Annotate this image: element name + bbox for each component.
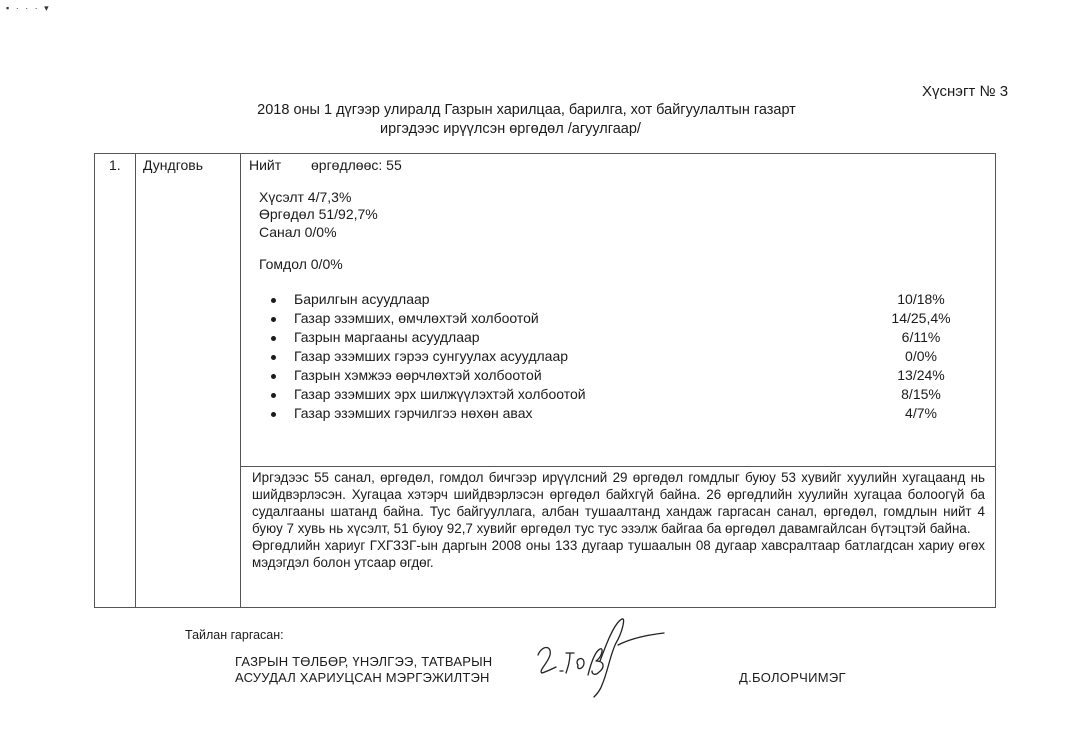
stat-petition: Өргөдөл 51/92,7% [259, 206, 378, 222]
stat-request: Хүсэлт 4/7,3% [259, 189, 352, 205]
bullet-icon [271, 298, 276, 303]
category-value: 0/0% [905, 348, 937, 364]
signer-name: Д.БОЛОРЧИМЭГ [739, 670, 846, 685]
category-label: Барилгын асуудлаар [294, 291, 430, 307]
stat-proposal: Санал 0/0% [259, 224, 337, 240]
title-line-1: 2018 оны 1 дүгээр улиралд Газрын харилцаа, барилга, хот байгуулалтын газарт [257, 102, 796, 118]
category-label: Газар эзэмших, өмчлөхтэй холбоотой [294, 310, 539, 326]
bullet-icon [271, 336, 276, 341]
position-title [235, 654, 492, 686]
prepared-by-label: Тайлан гаргасан: [185, 628, 284, 642]
total-label: Нийт [249, 157, 282, 173]
list-item [271, 309, 961, 328]
category-label: Газар эзэмших гэрчилгээ нөхөн авах [294, 405, 533, 421]
table-divider [135, 154, 136, 607]
category-list [271, 290, 961, 423]
category-value: 10/18% [897, 291, 945, 307]
category-label: Газар эзэмших эрх шилжүүлэхтэй холбоотой [294, 386, 586, 402]
position-line-2: АСУУДАЛ ХАРИУЦСАН МЭРГЭЖИЛТЭН [235, 670, 490, 685]
total-line [249, 157, 402, 173]
bullet-icon [271, 412, 276, 417]
summary-paragraph-2: Өргөдлийн хариуг ГХГЗЗГ-ын даргын 2008 оны 133 дугаар тушаалын 08 дугаар хавсралтаар батлагдсан хариу өгөх мэдэгдэл болон утсаар өгдөг. [252, 538, 985, 570]
category-value: 13/24% [897, 367, 945, 383]
category-label: Газрын маргааны асуудлаар [294, 329, 480, 345]
row-number: 1. [109, 157, 121, 173]
table-divider [240, 154, 241, 607]
category-label: Газрын хэмжээ өөрчлөхтэй холбоотой [294, 367, 542, 383]
summary-paragraph-1: Иргэдээс 55 санал, өргөдөл, гомдол бичгээр ирүүлсний 29 өргөдөл гомдлыг буюу 53 хувийг хуулийн хугацаанд нь шийдвэрлэсэн. Хугацаа хэтэрч шийдвэрлэсэн өргөдөл байхгүй байна. 26 өргөдлийн хуулийн хугацаа болоогүй ба судалгааны шатанд байна. Тус байгууллага, албан тушаалтанд хандаж гаргасан санал, өргөдөл, гомдлын нийт 4 буюу 7 хувь нь хүсэлт, 51 буюу 92,7 хувийг өргөдөл тус тус эзэлж байгаа ба өргөдөл давамгайлсан бүтэцтэй байна. [252, 470, 985, 536]
list-item [271, 290, 961, 309]
bullet-icon [271, 393, 276, 398]
category-value: 14/25,4% [891, 310, 951, 326]
bullet-icon [271, 317, 276, 322]
title-line-2: иргэдээс ирүүлсэн өргөдөл /агуулгаар/ [380, 121, 641, 137]
category-value: 6/11% [901, 329, 941, 345]
annex-label: Хүснэгт № 3 [922, 83, 1009, 100]
report-table [94, 153, 996, 608]
bullet-icon [271, 374, 276, 379]
table-divider [240, 466, 995, 467]
category-value: 4/7% [905, 405, 937, 421]
list-item [271, 347, 961, 366]
list-item [271, 328, 961, 347]
row-aimag-name: Дундговь [143, 157, 204, 173]
position-line-1: ГАЗРЫН ТӨЛБӨР, ҮНЭЛГЭЭ, ТАТВАРЫН [235, 654, 493, 669]
list-item [271, 385, 961, 404]
handwritten-signature [530, 615, 670, 700]
bullet-icon [271, 355, 276, 360]
stat-complaint: Гомдол 0/0% [259, 256, 343, 272]
list-item [271, 366, 961, 385]
total-value: өргөдлөөс: 55 [311, 157, 402, 173]
category-value: 8/15% [901, 386, 941, 402]
summary-text [252, 469, 985, 571]
category-label: Газар эзэмших гэрээ сунгуулах асуудлаар [294, 348, 569, 364]
list-item [271, 404, 961, 423]
scan-specks: ▪ · · · ▾ [6, 3, 51, 13]
